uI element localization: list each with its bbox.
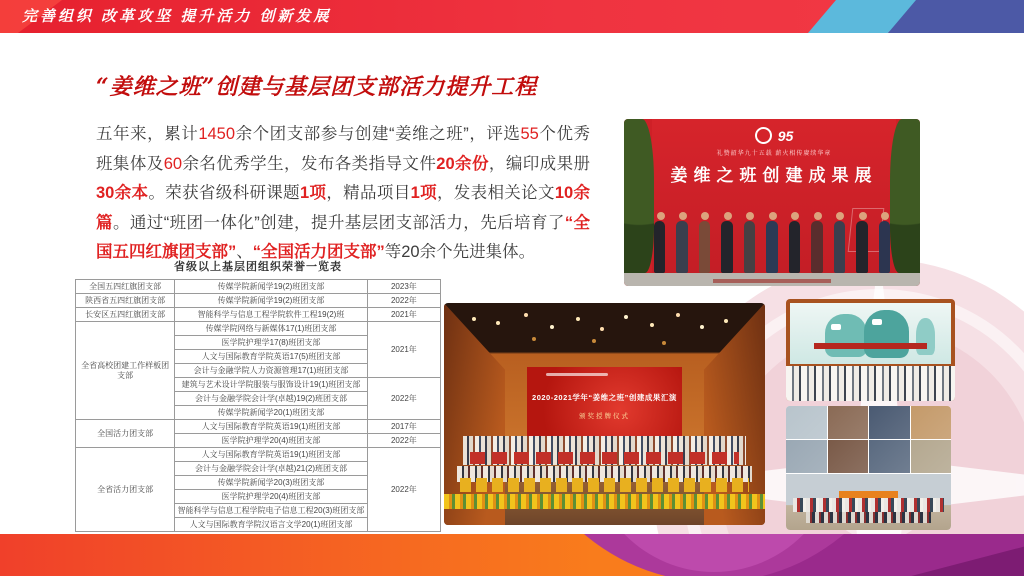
- year-cell: 2023年: [367, 280, 440, 294]
- person-silhouette: [834, 221, 845, 273]
- person-silhouette: [699, 221, 710, 273]
- honor-cell: 全国活力团支部: [76, 420, 175, 448]
- branch-cell: 人文与国际教育学院汉语言文学20(1)班团支部: [175, 518, 368, 532]
- illustration-figure: [916, 318, 935, 355]
- year-cell: 2021年: [367, 308, 440, 322]
- tree-right: [890, 119, 920, 273]
- gym-people-kneeling: [806, 512, 931, 523]
- bottom-bar: [0, 534, 1024, 576]
- exhibit-people: [654, 209, 890, 273]
- illustration-figure: [825, 314, 867, 357]
- red-carpet: [713, 279, 831, 283]
- paragraph-segment: ，编印成果册: [488, 154, 591, 173]
- gym-group-photo: [786, 474, 951, 530]
- branch-cell: 会计与金融学院会计学(卓越)21(2)班团支部: [175, 462, 368, 476]
- person-silhouette: [744, 221, 755, 273]
- top-banner: [0, 0, 1024, 33]
- year-cell: 2022年: [367, 294, 440, 308]
- table-row: [76, 322, 441, 336]
- tree-left: [624, 119, 654, 273]
- table-row: [76, 280, 441, 294]
- branch-cell: 智能科学与信息工程学院电子信息工程20(3)班团支部: [175, 504, 368, 518]
- illustration-figure: [864, 310, 909, 358]
- honor-table: [75, 279, 441, 532]
- table-title: 省级以上基层团组织荣誉一览表: [174, 261, 342, 273]
- white-coat-crowd: [786, 366, 955, 401]
- branch-cell: 人文与国际教育学院英语19(1)班团支部: [175, 448, 368, 462]
- medical-red-banner: [814, 343, 927, 349]
- collage-tile: [911, 440, 952, 473]
- collage-grid: [786, 406, 951, 473]
- honor-cell: 全国五四红旗团支部: [76, 280, 175, 294]
- medical-screen-illustration: [790, 303, 951, 364]
- person-silhouette: [654, 221, 665, 273]
- branch-cell: 传媒学院新闻学19(2)班团支部: [175, 280, 368, 294]
- photo-exhibition: [624, 119, 920, 286]
- paragraph-segment: 。通过“班团一体化”创建，提升基层团支部活力，先后培育了: [112, 213, 565, 232]
- photo-medical-performance: [786, 299, 955, 401]
- paragraph-segment: 20余份: [436, 154, 489, 173]
- stage-wall-right: [704, 303, 765, 525]
- paragraph-segment: 1450: [198, 125, 236, 143]
- collage-tile: [786, 440, 827, 473]
- table-row: [76, 294, 441, 308]
- exhibition-title: 姜维之班创建成果展: [670, 166, 878, 185]
- branch-cell: 传媒学院新闻学20(3)班团支部: [175, 476, 368, 490]
- screen-title-line1: 2020-2021学年“姜维之班”创建成果汇演: [532, 392, 677, 402]
- paragraph-segment: 。荣获省级科研课题: [148, 184, 300, 202]
- stage-screen: [527, 367, 681, 438]
- branch-cell: 传媒学院新闻学20(1)班团支部: [175, 406, 368, 420]
- branch-cell: 传媒学院新闻学19(2)班团支部: [175, 294, 368, 308]
- honor-cell: 全省高校团建工作样板团支部: [76, 322, 175, 420]
- paragraph-segment: 1项: [299, 184, 327, 202]
- person-silhouette: [676, 221, 687, 273]
- table-row: [76, 448, 441, 462]
- screen-title-line2: 颁奖授牌仪式: [578, 413, 630, 421]
- paragraph-segment: 55: [520, 125, 539, 143]
- paragraph-segment: ，发表相关论文: [436, 184, 555, 202]
- table-row: [76, 420, 441, 434]
- table-row: [76, 308, 441, 322]
- summary-paragraph: [96, 120, 590, 268]
- gold-plaques: [460, 478, 749, 491]
- collage-tile: [869, 406, 910, 439]
- honor-cell: 全省活力团支部: [76, 448, 175, 532]
- page-title: “姜维之班”创建与基层团支部活力提升工程: [96, 74, 538, 100]
- honor-cell: 陕西省五四红旗团支部: [76, 294, 175, 308]
- branch-cell: 医学院护理学20(4)班团支部: [175, 434, 368, 448]
- paragraph-segment: 60: [163, 154, 183, 173]
- paragraph-segment: 10余篇: [96, 184, 591, 232]
- paragraph-segment: 个优秀班集体及: [96, 125, 591, 173]
- paragraph-segment: 余个团支部参与创建“姜维之班”，评选: [235, 125, 521, 143]
- paragraph-segment: 余名优秀学生，发布各类指导文件: [182, 154, 437, 173]
- collage-tile: [828, 406, 869, 439]
- year-cell: 2021年: [367, 322, 440, 378]
- honor-cell: 长安区五四红旗团支部: [76, 308, 175, 322]
- red-banners: [470, 452, 740, 464]
- year-cell: 2022年: [367, 434, 440, 448]
- person-silhouette: [789, 221, 800, 273]
- branch-cell: 人文与国际教育学院英语17(5)班团支部: [175, 350, 368, 364]
- collage-tile: [911, 406, 952, 439]
- photo-collage: [786, 406, 951, 530]
- photo-auditorium: [444, 303, 765, 525]
- branch-cell: 会计与金融学院会计学(卓越)19(2)班团支部: [175, 392, 368, 406]
- collage-tile: [786, 406, 827, 439]
- branch-cell: 传媒学院网络与新媒体17(1)班团支部: [175, 322, 368, 336]
- anniversary-logo: [652, 127, 896, 157]
- year-cell: 2017年: [367, 420, 440, 434]
- branch-cell: 建筑与艺术设计学院服装与服饰设计19(1)班团支部: [175, 378, 368, 392]
- person-silhouette: [879, 221, 890, 273]
- stage-wall-left: [444, 303, 505, 525]
- branch-cell: 会计与金融学院人力资源管理17(1)班团支部: [175, 364, 368, 378]
- branch-cell: 人文与国际教育学院英语19(1)班团支部: [175, 420, 368, 434]
- paragraph-segment: 1项: [410, 184, 437, 202]
- screen-logo-line: [546, 373, 608, 376]
- bottom-bar-purple: [0, 534, 1024, 576]
- branch-cell: 医学院护理学20(4)班团支部: [175, 490, 368, 504]
- collage-tile: [869, 440, 910, 473]
- paragraph-segment: 30余本: [96, 184, 149, 202]
- branch-cell: 医学院护理学17(8)班团支部: [175, 336, 368, 350]
- paragraph-segment: 、: [236, 243, 253, 261]
- honor-table-section: [75, 258, 441, 532]
- paragraph-segment: ，精品项目: [326, 184, 411, 202]
- paragraph-segment: 等20余个先进集体。: [384, 243, 536, 261]
- collage-tile: [828, 440, 869, 473]
- paragraph-segment: “全国活力团支部”: [252, 243, 385, 261]
- anniversary-95-icon: 95: [777, 127, 794, 144]
- gym-people-standing: [793, 498, 945, 513]
- banner-motto: 完善组织 改革攻坚 提升活力 创新发展: [22, 8, 332, 25]
- person-silhouette: [721, 221, 732, 273]
- anniversary-subtitle: 礼赞韶华九十五载 薪火相传赓续华章: [716, 151, 832, 157]
- school-emblem-icon: [755, 127, 772, 144]
- paragraph-segment: 五年来，累计: [96, 125, 199, 143]
- stage-flowers: [444, 494, 765, 510]
- person-silhouette: [811, 221, 822, 273]
- person-silhouette: [766, 221, 777, 273]
- year-cell: 2022年: [367, 378, 440, 420]
- person-silhouette: [856, 221, 867, 273]
- ceiling-lights: [472, 317, 476, 321]
- branch-cell: 智能科学与信息工程学院软件工程19(2)班: [175, 308, 368, 322]
- year-cell: 2022年: [367, 448, 440, 532]
- face-mask-icon: [831, 324, 841, 330]
- paragraph-segment: “全国五四红旗团支部”: [96, 213, 591, 261]
- face-mask-icon: [872, 319, 882, 325]
